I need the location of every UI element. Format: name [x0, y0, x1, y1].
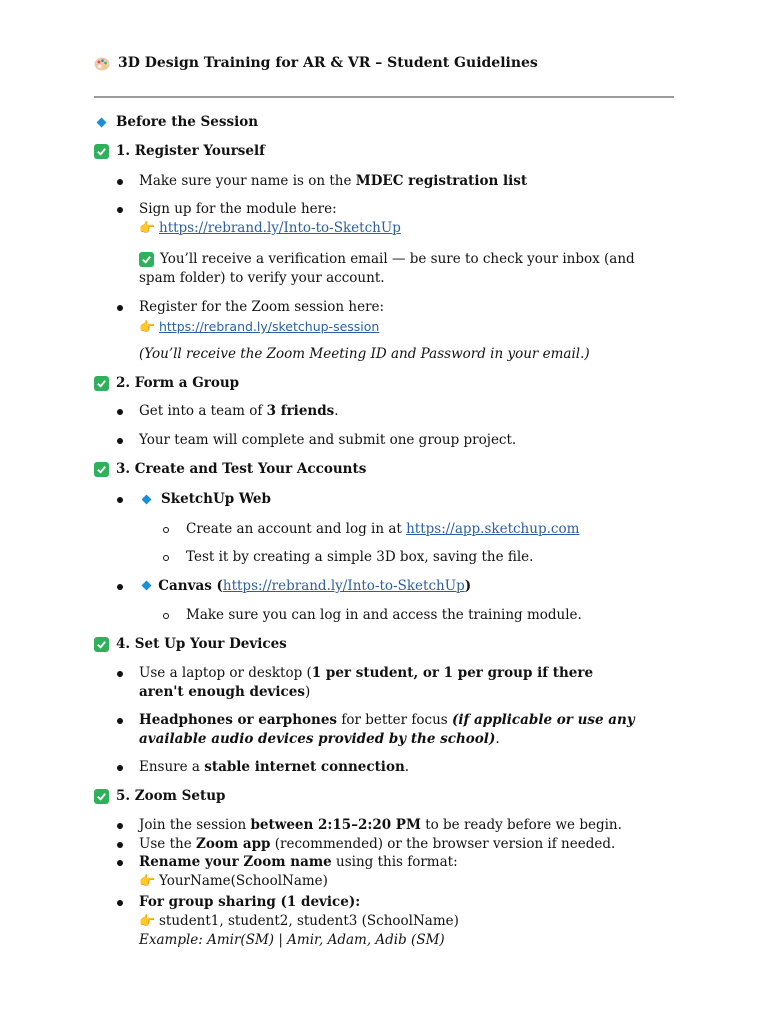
- sub-bullet: [163, 555, 169, 561]
- title-text: 3D Design Training for AR & VR – Student Guidelines: [118, 55, 538, 71]
- list-item-canvas: Canvas (https://rebrand.ly/Into-to-SketchUp): [139, 577, 679, 596]
- blue-diamond-icon: [142, 495, 152, 505]
- check-mark-icon: [94, 376, 109, 391]
- heading-text: 3. Create and Test Your Accounts: [116, 461, 367, 477]
- bullet: [117, 900, 123, 906]
- bullet: [117, 409, 123, 415]
- list-item: Make sure your name is on the MDEC registration list: [139, 173, 528, 189]
- list-item: For group sharing (1 device): 👉 student1, student2, student3 (SchoolName) Example: Amir(SM) | Amir, Adam, Adib (SM): [139, 893, 679, 950]
- list-item: Register for the Zoom session here: 👉 https://rebrand.ly/sketchup-session: [139, 299, 385, 335]
- sub-bullet: [163, 527, 169, 533]
- palette-icon: [94, 56, 110, 72]
- blue-diamond-icon: [142, 581, 152, 591]
- bullet: [117, 765, 123, 771]
- bullet: [117, 584, 123, 590]
- pointing-right-icon: 👉: [139, 874, 156, 889]
- list-item-sketchup-web: SketchUp Web: [139, 490, 679, 509]
- check-mark-icon: [94, 462, 109, 477]
- sub-list-item: Create an account and log in at https://app.sketchup.com: [186, 521, 580, 537]
- section-2-heading: [94, 374, 684, 393]
- sub-list-item: Make sure you can log in and access the training module.: [186, 607, 582, 623]
- list-item: Get into a team of 3 friends.: [139, 403, 339, 419]
- bullet: [117, 179, 123, 185]
- sub-bullet: [163, 613, 169, 619]
- list-item: Rename your Zoom name using this format: 👉 YourName(SchoolName): [139, 854, 458, 889]
- verification-note: You’ll receive a verification email — be sure to check your inbox (and spam folder) to verify your account.: [139, 251, 635, 286]
- heading-text: 1. Register Yourself: [116, 143, 265, 159]
- section-4-heading: [94, 635, 684, 654]
- sketchup-app-link[interactable]: https://app.sketchup.com: [406, 521, 580, 537]
- bullet: [117, 842, 123, 848]
- bullet: [117, 207, 123, 213]
- heading-text: 2. Form a Group: [116, 375, 240, 391]
- bullet: [117, 438, 123, 444]
- section-heading: Before the Session: [116, 114, 259, 130]
- zoom-session-link[interactable]: https://rebrand.ly/sketchup-session: [159, 319, 380, 334]
- document-title: [94, 54, 538, 73]
- pointing-right-icon: 👉: [139, 914, 156, 929]
- pointing-right-icon: 👉: [139, 221, 156, 236]
- heading-text: 4. Set Up Your Devices: [116, 636, 287, 652]
- bullet: [117, 823, 123, 829]
- section-1-heading: [94, 142, 684, 161]
- blue-diamond-icon: [97, 118, 107, 128]
- list-item: Ensure a stable internet connection.: [139, 759, 410, 775]
- check-mark-icon: [94, 789, 109, 804]
- module-signup-link[interactable]: https://rebrand.ly/Into-to-SketchUp: [159, 220, 401, 236]
- list-item: Join the session between 2:15–2:20 PM to be ready before we begin.: [139, 817, 622, 833]
- pointing-right-icon: 👉: [139, 320, 156, 335]
- bullet: [117, 718, 123, 724]
- list-item: Your team will complete and submit one group project.: [139, 432, 517, 448]
- bullet: [117, 671, 123, 677]
- list-item: Use a laptop or desktop (1 per student, or 1 per group if there aren't enough devices): [139, 665, 594, 700]
- zoom-id-note: (You’ll receive the Zoom Meeting ID and Password in your email.): [139, 346, 590, 362]
- section-5-heading: [94, 787, 684, 806]
- list-item: Headphones or earphones for better focus (if applicable or use any available audio devices provided by the school).: [139, 712, 635, 747]
- check-mark-icon: [94, 637, 109, 652]
- check-mark-icon: [94, 144, 109, 159]
- bullet: [117, 860, 123, 866]
- sub-list-item: Test it by creating a simple 3D box, saving the file.: [186, 549, 534, 565]
- example-text: Example: Amir(SM) | Amir, Adam, Adib (SM): [139, 932, 445, 948]
- bullet: [117, 305, 123, 311]
- heading-text: 5. Zoom Setup: [116, 788, 226, 804]
- list-item: Use the Zoom app (recommended) or the browser version if needed.: [139, 836, 616, 852]
- list-item: Sign up for the module here: 👉 https://rebrand.ly/Into-to-SketchUp: [139, 201, 401, 236]
- canvas-link[interactable]: https://rebrand.ly/Into-to-SketchUp: [222, 578, 465, 594]
- section-before-session: [94, 113, 684, 132]
- bullet: [117, 497, 123, 503]
- section-3-heading: [94, 460, 684, 479]
- horizontal-rule: [94, 96, 674, 98]
- check-mark-icon: [139, 252, 154, 267]
